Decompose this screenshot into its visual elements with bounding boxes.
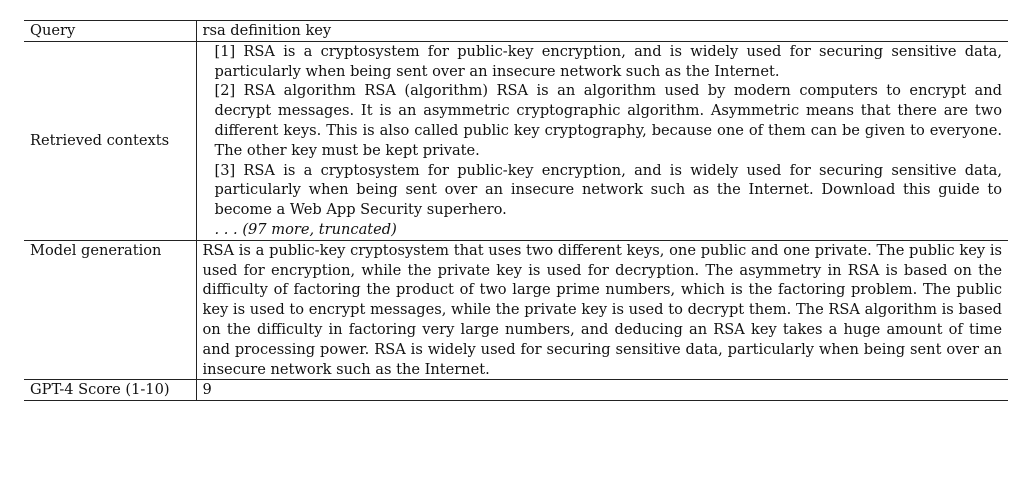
contexts-list [203, 42, 1003, 240]
score-label: GPT-4 Score (1-10) [24, 380, 196, 401]
generation-label: Model generation [24, 240, 196, 380]
context-item: [1] RSA is a cryptosystem for public-key encryption, and is widely used for securing sensitive data, particularly when being sent over an insecure network such as the Internet. [214, 42, 1002, 80]
generation-value: RSA is a public-key cryptosystem that uses two different keys, one public and one private. The public key is used for encryption, while the private key is used for decryption. The asymmetry in RSA is based on the difficulty of factoring the product of two large prime numbers, which is the factoring problem. The public key is used to encrypt messages, while the private key is used to decrypt them. The RSA algorithm is based on the difficulty in factoring very large numbers, and deducing an RSA key takes a huge amount of time and processing power. RSA is widely used for securing sensitive data, particularly when being sent over an insecure network such as the Internet. [196, 240, 1008, 380]
truncated-note: . . . (97 more, truncated) [214, 220, 397, 238]
example-table [24, 20, 1008, 401]
context-item: [3] RSA is a cryptosystem for public-key encryption, and is widely used for securing sensitive data, particularly when being sent over an insecure network such as the Internet. Download this guide to become a Web App Security superhero. [214, 161, 1002, 219]
context-item: [2] RSA algorithm RSA (algorithm) RSA is an algorithm used by modern computers to encrypt and decrypt messages. It is an asymmetric cryptographic algorithm. Asymmetric means that there are two different keys. This is also called public key cryptography, because one of them can be given to everyone. The other key must be kept private. [214, 82, 1002, 159]
query-value: rsa definition key [202, 22, 332, 39]
query-label: Query [24, 21, 196, 42]
score-value: 9 [196, 380, 1008, 401]
contexts-label: Retrieved contexts [24, 41, 196, 240]
query-row [24, 21, 1008, 42]
contexts-row [24, 41, 1008, 240]
score-row [24, 380, 1008, 401]
generation-row [24, 240, 1008, 380]
contexts-cell [196, 41, 1008, 240]
